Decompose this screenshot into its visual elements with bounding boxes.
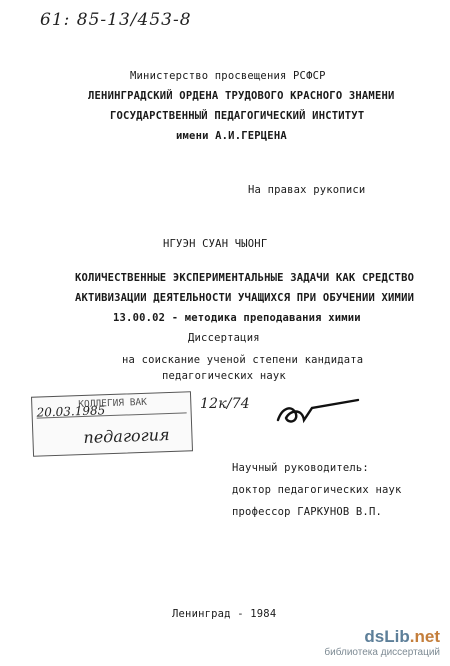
registration-stamp bbox=[31, 391, 193, 457]
institution-name-line1: ЛЕНИНГРАДСКИЙ ОРДЕНА ТРУДОВОГО КРАСНОГО ЗНАМЕНИ bbox=[88, 90, 395, 102]
rights-note: На правах рукописи bbox=[248, 184, 366, 196]
call-number: 61: 85-13/453-8 bbox=[40, 10, 192, 30]
institution-name-line2: ГОСУДАРСТВЕННЫЙ ПЕДАГОГИЧЕСКИЙ ИНСТИТУТ bbox=[110, 110, 365, 122]
ministry-line: Министерство просвещения РСФСР bbox=[130, 70, 326, 82]
degree-type: Диссертация bbox=[188, 332, 260, 344]
supervisor-label: Научный руководитель: bbox=[232, 462, 369, 474]
place-year: Ленинград - 1984 bbox=[172, 608, 277, 620]
institution-name-line3: имени А.И.ГЕРЦЕНА bbox=[176, 130, 287, 142]
watermark-subtitle: библиотека диссертаций bbox=[324, 647, 440, 658]
watermark-logo bbox=[324, 627, 440, 647]
title-line2: АКТИВИЗАЦИИ ДЕЯТЕЛЬНОСТИ УЧАЩИХСЯ ПРИ ОБУЧЕНИИ ХИМИИ bbox=[75, 292, 415, 304]
title-line1: КОЛИЧЕСТВЕННЫЕ ЭКСПЕРИМЕНТАЛЬНЫЕ ЗАДАЧИ КАК СРЕДСТВО bbox=[75, 272, 415, 284]
degree-purpose-line2: педагогических наук bbox=[162, 370, 286, 382]
signature-mark bbox=[272, 394, 362, 434]
supervisor-degree: доктор педагогических наук bbox=[232, 484, 402, 496]
supervisor-name: профессор ГАРКУНОВ В.П. bbox=[232, 506, 382, 518]
watermark-logo-main: dsLib bbox=[364, 627, 410, 646]
stamp-handwritten-note: педагогия bbox=[83, 425, 170, 447]
dslib-watermark bbox=[324, 627, 440, 658]
stamp-number: 12к/74 bbox=[200, 396, 250, 412]
stamp-date: 20.03.1985 bbox=[36, 403, 106, 420]
watermark-logo-tld: .net bbox=[409, 627, 440, 646]
author-name: НГУЭН СУАН ЧЫОНГ bbox=[163, 238, 268, 250]
stamp-header: КОЛЛЕГИЯ ВАК bbox=[78, 396, 148, 411]
degree-purpose-line1: на соискание ученой степени кандидата bbox=[122, 354, 364, 366]
title-line3: 13.00.02 - методика преподавания химии bbox=[113, 312, 361, 324]
